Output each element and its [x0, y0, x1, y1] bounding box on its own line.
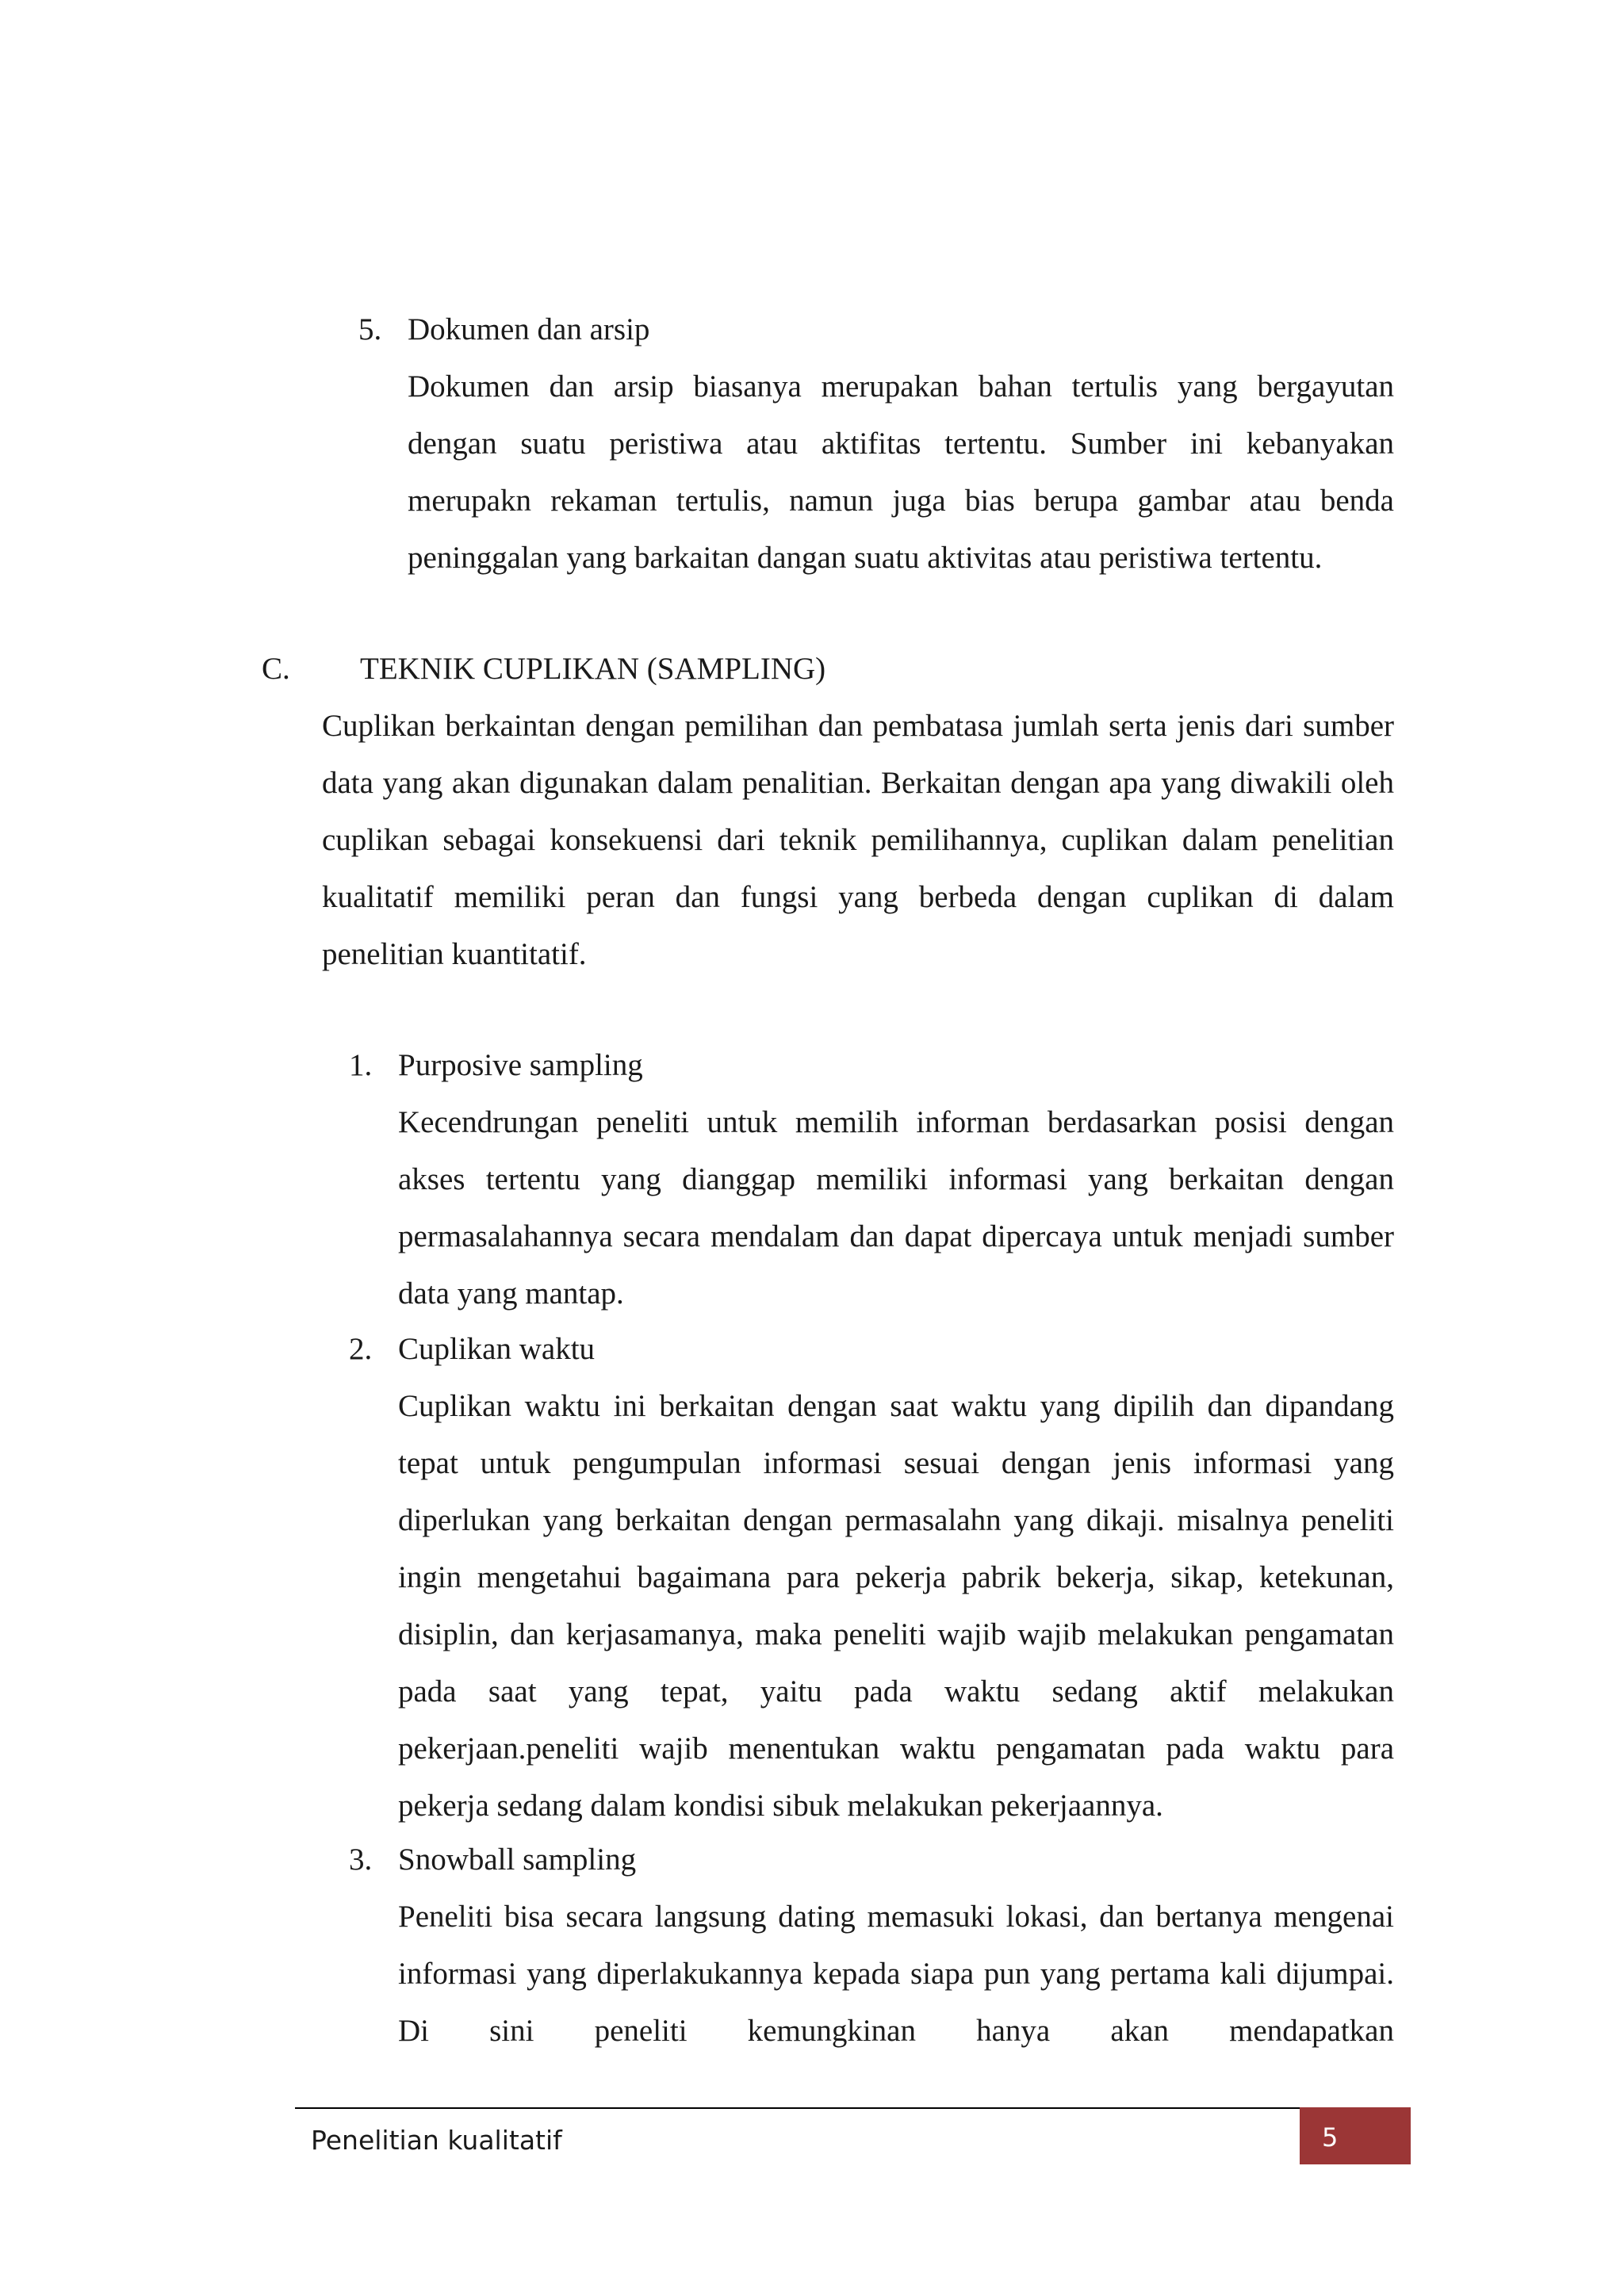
sampling-item-3-number: 3. — [349, 1843, 373, 1877]
sampling-item-2-heading — [349, 1321, 596, 1378]
sampling-item-3-heading — [349, 1831, 637, 1888]
item-5-heading — [358, 301, 650, 358]
sampling-item-2-body: Cuplikan waktu ini berkaitan dengan saat waktu yang dipilih dan dipandang tepat untuk pengumpulan informasi sesuai dengan jenis informasi yang diperlukan yang berkaitan dengan permasalahn yang dikaji. misalnya peneliti ingin mengetahui bagaimana para pekerja pabrik bekerja, sikap, ketekunan, disiplin, dan kerjasamanya, maka peneliti wajib wajib melakukan pengamatan pada saat yang tepat, yaitu pada waktu sedang aktif melakukan pekerjaan.peneliti wajib menentukan waktu pengamatan pada waktu para pekerja sedang dalam kondisi sibuk melakukan pekerjaannya. — [398, 1389, 1394, 1823]
page-footer — [295, 2107, 1410, 2164]
sampling-item-1-heading — [349, 1037, 643, 1094]
sampling-item-1-number: 1. — [349, 1048, 373, 1082]
sampling-item-2-title: Cuplikan waktu — [398, 1332, 596, 1366]
sampling-item-3-title: Snowball sampling — [398, 1843, 637, 1877]
section-c-heading — [262, 641, 826, 698]
sampling-item-1-title: Purposive sampling — [398, 1048, 643, 1082]
page-number-box — [1300, 2107, 1411, 2164]
section-c-letter: C. — [262, 652, 290, 686]
footer-rule — [295, 2107, 1410, 2109]
item-5-number: 5. — [358, 312, 382, 346]
item-5-body: Dokumen dan arsip biasanya merupakan bahan tertulis yang bergayutan dengan suatu peristiwa atau aktifitas tertentu. Sumber ini kebanyakan merupakn rekaman tertulis, namun juga bias berupa gambar atau benda peninggalan yang barkaitan dangan suatu aktivitas atau peristiwa tertentu. — [408, 369, 1394, 575]
item-5-title: Dokumen dan arsip — [408, 312, 650, 346]
page-number: 5 — [1322, 2122, 1339, 2152]
footer-title: Penelitian kualitatif — [311, 2125, 562, 2156]
sampling-item-2-number: 2. — [349, 1332, 373, 1366]
section-c-title: TEKNIK CUPLIKAN (SAMPLING) — [360, 652, 826, 686]
sampling-item-1-body: Kecendrungan peneliti untuk memilih informan berdasarkan posisi dengan akses tertentu yang dianggap memiliki informasi yang berkaitan dengan permasalahannya secara mendalam dan dapat dipercaya untuk menjadi sumber data yang mantap. — [398, 1105, 1394, 1311]
sampling-item-3-body: Peneliti bisa secara langsung dating memasuki lokasi, dan bertanya mengenai informasi yang diperlakukannya kepada siapa pun yang pertama kali dijumpai. Di sini peneliti kemungkinan hanya akan mendapatkan — [398, 1900, 1394, 2048]
section-c-intro: Cuplikan berkaintan dengan pemilihan dan pembatasa jumlah serta jenis dari sumber data yang akan digunakan dalam penalitian. Berkaitan dengan apa yang diwakili oleh cuplikan sebagai konsekuensi dari teknik pemilihannya, cuplikan dalam penelitian kualitatif memiliki peran dan fungsi yang berbeda dengan cuplikan di dalam penelitian kuantitatif. — [322, 709, 1394, 971]
